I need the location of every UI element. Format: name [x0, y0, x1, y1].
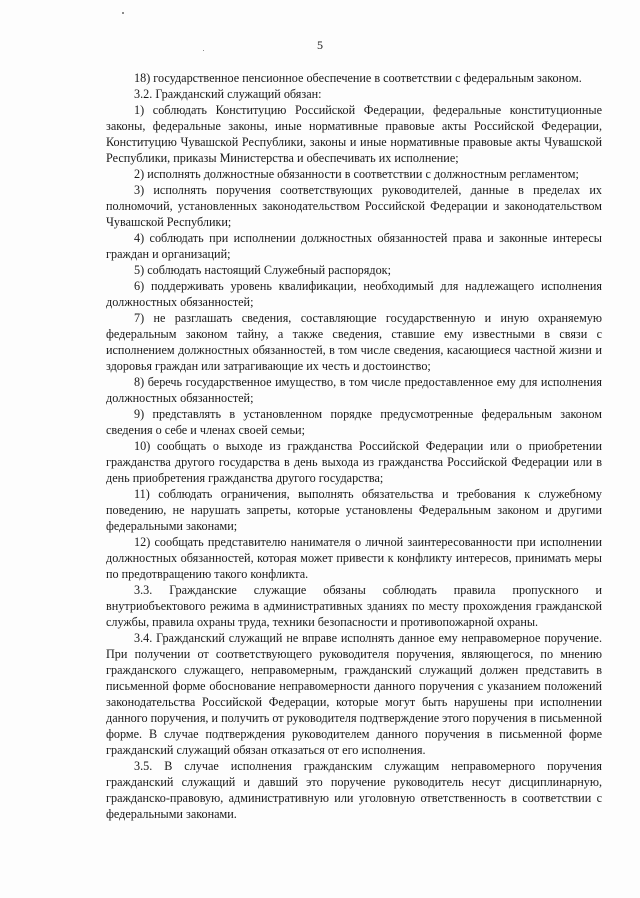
- paragraph: 10) сообщать о выходе из гражданства Российской Федерации или о приобретении гражданства другого государства в день выхода из гражданства Российской Федерации или в день приобретения гражданства другого государства;: [106, 439, 602, 485]
- paragraph: 3) исполнять поручения соответствующих руководителей, данные в пределах их полномочий, установленных законодательством Российской Федерации и законодательством Чувашской Республики;: [106, 183, 602, 229]
- paragraph: 9) представлять в установленном порядке предусмотренные федеральным законом сведения о себе и членах своей семьи;: [106, 407, 602, 437]
- paragraph: 5) соблюдать настоящий Служебный распорядок;: [134, 263, 391, 277]
- page-number: 5: [317, 38, 323, 52]
- scan-speck: [122, 12, 124, 14]
- paragraph: 3.3. Гражданские служащие обязаны соблюдать правила пропускного и внутриобъектового режима в административных зданиях по месту прохождения гражданской службы, правила охраны труда, техники безопасности и противопожарной охраны.: [106, 583, 602, 629]
- document-body: [106, 70, 602, 822]
- paragraph: 6) поддерживать уровень квалификации, необходимый для надлежащего исполнения должностных обязанностей;: [106, 279, 602, 309]
- section-heading: 3.2. Гражданский служащий обязан:: [134, 87, 322, 101]
- paragraph: 8) беречь государственное имущество, в том числе предоставленное ему для исполнения должностных обязанностей;: [106, 375, 602, 405]
- paragraph: 2) исполнять должностные обязанности в соответствии с должностным регламентом;: [134, 167, 579, 181]
- paragraph: 3.5. В случае исполнения гражданским служащим неправомерного поручения гражданский служащий и давший это поручение руководитель несут дисциплинарную, гражданско-правовую, административную или уголовную ответственность в соответствии с федеральными законами.: [106, 759, 602, 821]
- paragraph: 1) соблюдать Конституцию Российской Федерации, федеральные конституционные законы, федеральные законы, иные нормативные правовые акты Российской Федерации, Конституцию Чувашской Республики, законы и иные нормативные правовые акты Чувашской Республики, приказы Министерства и обеспечивать их исполнение;: [106, 103, 602, 165]
- paragraph: 18) государственное пенсионное обеспечение в соответствии с федеральным законом.: [134, 71, 582, 85]
- paragraph: 7) не разглашать сведения, составляющие государственную и иную охраняемую федеральным законом тайну, а также сведения, ставшие ему известными в связи с исполнением должностных обязанностей, в том числе сведения, касающиеся частной жизни и здоровья граждан или затрагивающие их честь и достоинство;: [106, 311, 602, 373]
- paragraph: 4) соблюдать при исполнении должностных обязанностей права и законные интересы граждан и организаций;: [106, 231, 602, 261]
- paragraph: 11) соблюдать ограничения, выполнять обязательства и требования к служебному поведению, не нарушать запреты, которые установлены Федеральным законом и другими федеральными законами;: [106, 487, 602, 533]
- paragraph: 3.4. Гражданский служащий не вправе исполнять данное ему неправомерное поручение. При получении от соответствующего руководителя поручения, являющегося, по мнению гражданского служащего, неправомерным, гражданский служащий должен представить в письменной форме обоснование неправомерности данного поручения с указанием положений законодательства Российской Федерации, которые могут быть нарушены при исполнении данного поручения, и получить от руководителя подтверждение этого поручения в письменной форме. В случае подтверждения руководителем данного поручения в письменной форме гражданский служащий обязан отказаться от его исполнения.: [106, 631, 602, 757]
- paragraph: 12) сообщать представителю нанимателя о личной заинтересованности при исполнении должностных обязанностей, которая может привести к конфликту интересов, принимать меры по предотвращению такого конфликта.: [106, 535, 602, 581]
